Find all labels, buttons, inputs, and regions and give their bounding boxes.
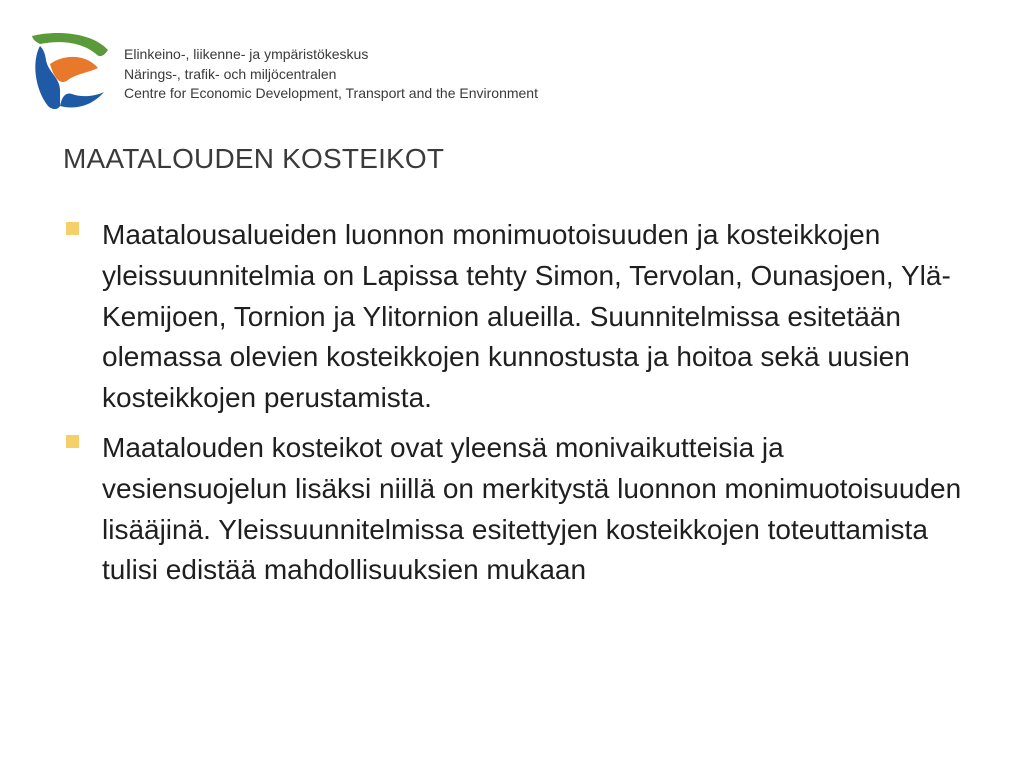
bullet-text: Maatalousalueiden luonnon monimuotoisuuden ja kosteikkojen yleissuunnitelmia on Lapissa tehty Simon, Tervolan, Ounasjoen, Ylä-Kemijoen, Tornion ja Ylitornion alueilla. Suunnitelmissa esitetään olemassa olevien kosteikkojen kunnostusta ja hoitoa sekä uusien kosteikkojen perustamista.	[102, 219, 951, 414]
bullet-item	[66, 428, 966, 591]
bullet-list	[66, 215, 966, 600]
org-name-en: Centre for Economic Development, Transport and the Environment	[124, 85, 538, 101]
bullet-item	[66, 215, 966, 419]
bullet-square-icon	[66, 222, 79, 235]
bullet-square-icon	[66, 435, 79, 448]
bullet-text: Maatalouden kosteikot ovat yleensä monivaikutteisia ja vesiensuojelun lisäksi niillä on merkitystä luonnon monimuotoisuuden lisääjinä. Yleissuunnitelmissa esitettyjen kosteikkojen toteuttamista tulisi edistää mahdollisuuksien mukaan	[102, 431, 962, 586]
org-name-fi: Elinkeino-, liikenne- ja ympäristökeskus	[124, 46, 369, 62]
slide-title: MAATALOUDEN KOSTEIKOT	[63, 143, 445, 174]
ely-logo-icon	[30, 30, 112, 112]
organization-name	[124, 45, 538, 104]
org-name-sv: Närings-, trafik- och miljöcentralen	[124, 65, 337, 82]
